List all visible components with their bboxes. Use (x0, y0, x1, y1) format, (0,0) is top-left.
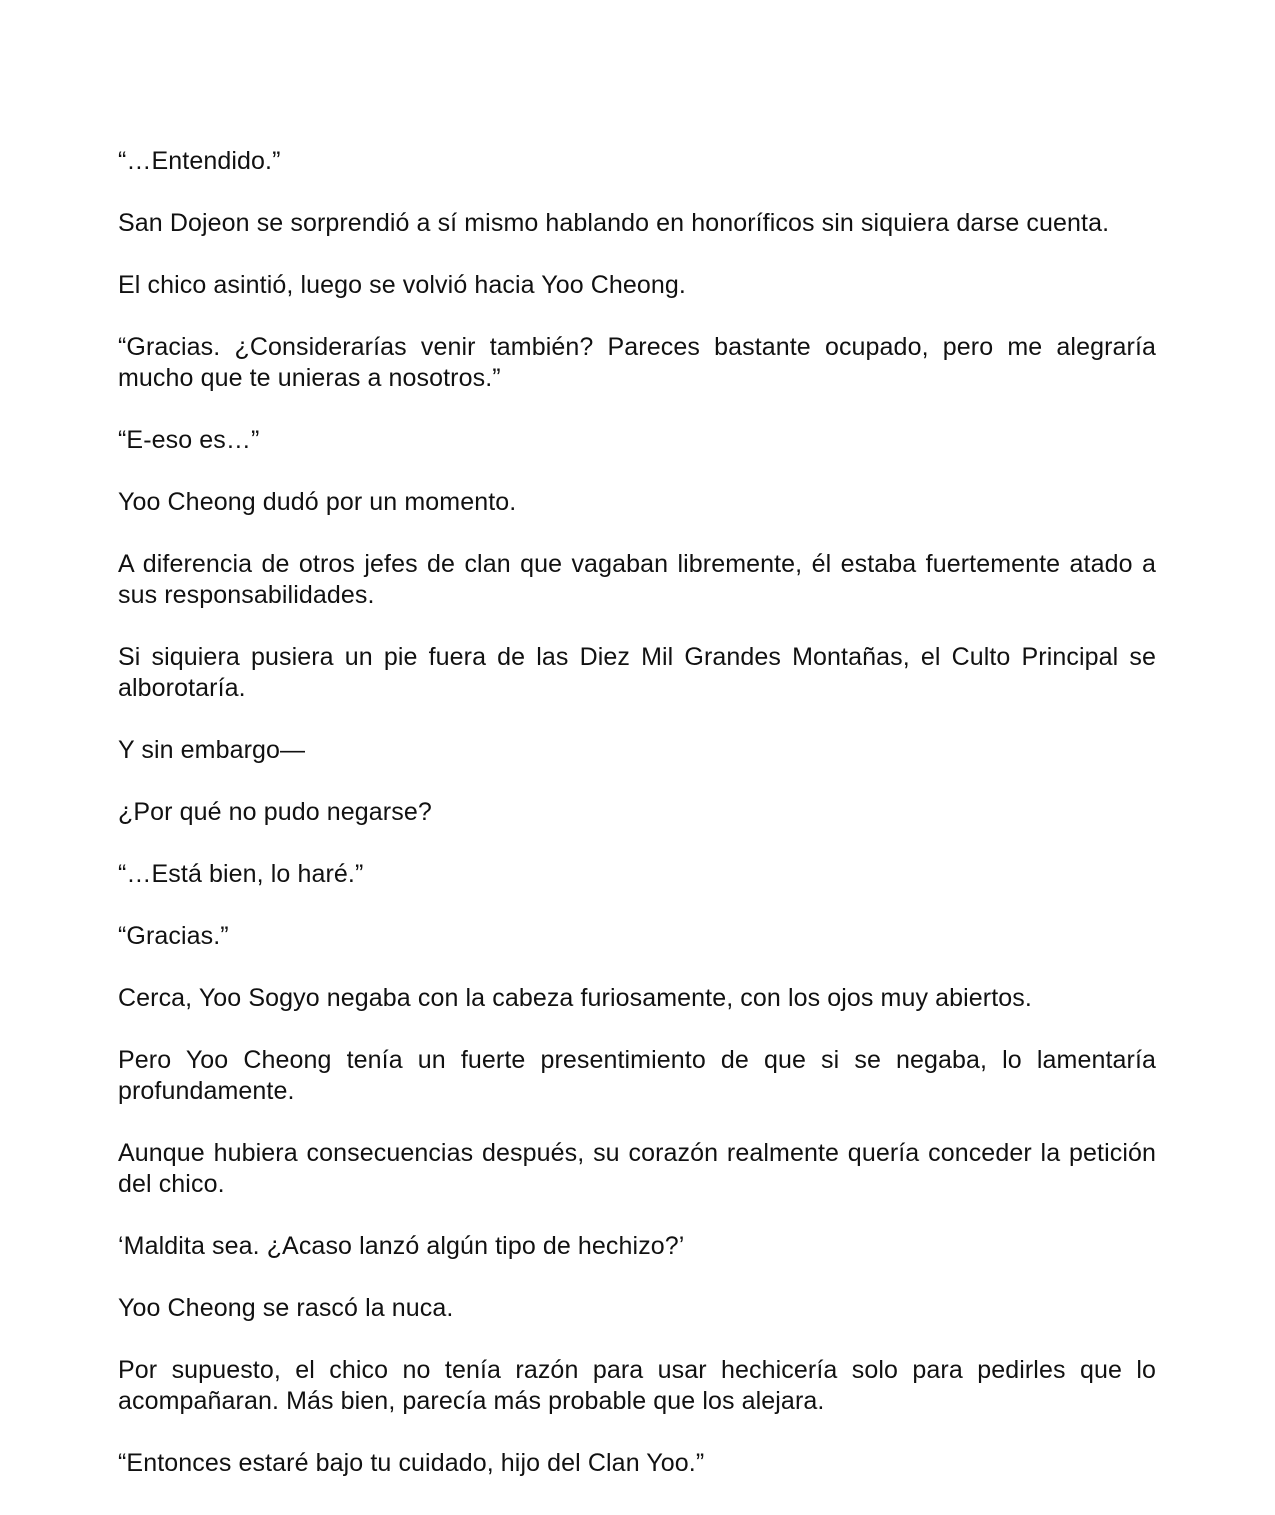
paragraph: El chico asintió, luego se volvió hacia Yoo Cheong. (118, 271, 686, 299)
paragraph: Aunque hubiera consecuencias después, su corazón realmente quería conceder la petición del chico. (118, 1139, 1156, 1198)
paragraph: Y sin embargo— (118, 736, 306, 764)
paragraph: Por supuesto, el chico no tenía razón para usar hechicería solo para pedirles que lo acompañaran. Más bien, parecía más probable que los alejara. (118, 1356, 1156, 1415)
paragraph: Si siquiera pusiera un pie fuera de las Diez Mil Grandes Montañas, el Culto Principal se alborotaría. (118, 643, 1156, 702)
paragraph: Cerca, Yoo Sogyo negaba con la cabeza furiosamente, con los ojos muy abiertos. (118, 984, 1032, 1012)
paragraph: “…Está bien, lo haré.” (118, 860, 364, 888)
paragraph: “Gracias. ¿Considerarías venir también? Pareces bastante ocupado, pero me alegraría mucho que te unieras a nosotros.” (118, 333, 1156, 392)
paragraph: Pero Yoo Cheong tenía un fuerte presentimiento de que si se negaba, lo lamentaría profundamente. (118, 1046, 1156, 1105)
paragraph: A diferencia de otros jefes de clan que vagaban libremente, él estaba fuertemente atado a sus responsabilidades. (118, 550, 1156, 609)
paragraph: “Entonces estaré bajo tu cuidado, hijo del Clan Yoo.” (118, 1449, 705, 1477)
paragraph: “E-eso es…” (118, 426, 260, 454)
paragraph: ‘Maldita sea. ¿Acaso lanzó algún tipo de hechizo?’ (118, 1232, 685, 1260)
paragraph: “Gracias.” (118, 922, 229, 950)
paragraph: ¿Por qué no pudo negarse? (118, 798, 432, 826)
paragraph: “…Entendido.” (118, 147, 281, 175)
paragraph: San Dojeon se sorprendió a sí mismo hablando en honoríficos sin siquiera darse cuenta. (118, 209, 1110, 237)
paragraph: Yoo Cheong dudó por un momento. (118, 488, 517, 516)
text-column (118, 146, 1156, 1510)
paragraph: Yoo Cheong se rascó la nuca. (118, 1294, 454, 1322)
